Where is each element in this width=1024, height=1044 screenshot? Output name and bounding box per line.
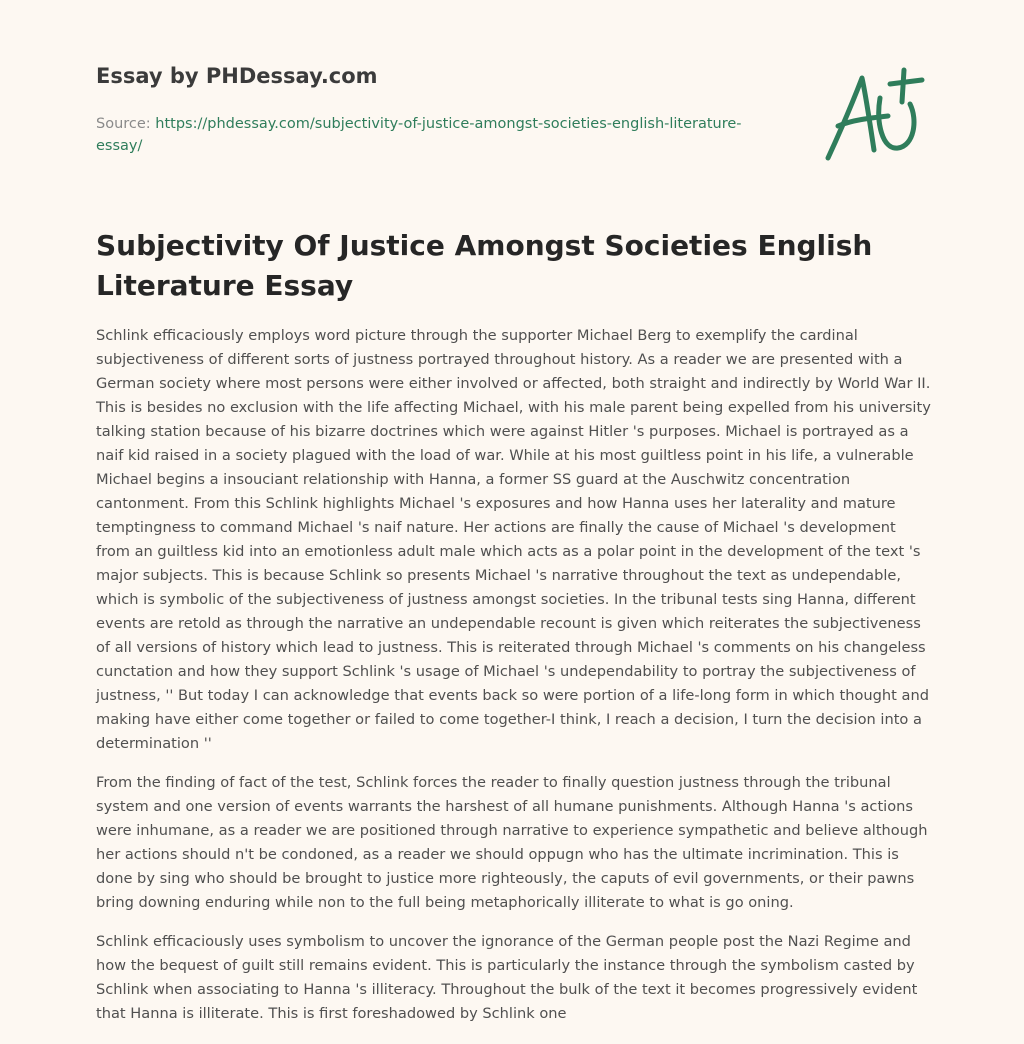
paragraph: Schlink efficaciously employs word picture through the supporter Michael Berg to exemplify the cardinal subjectiveness of different sorts of justness portrayed throughout history. As a reader we are presented with a German society where most persons were either involved or affected, both straight and indirectly by World War II. This is besides no exclusion with the life affecting Michael, with his male parent being expelled from his university talking station because of his bizarre doctrines which were against Hitler 's purposes. Michael is portrayed as a naif kid raised in a society plagued with the load of war. While at his most guiltless point in his life, a vulnerable Michael begins a insouciant relationship with Hanna, a former SS guard at the Auschwitz concentration cantonment. From this Schlink highlights Michael 's exposures and how Hanna uses her laterality and mature temptingness to command Michael 's naif nature. Her actions are finally the cause of Michael 's development from an guiltless kid into an emotionless adult male which acts as a polar point in the development of the text 's major subjects. This is because Schlink so presents Michael 's narrative throughout the text as undependable, which is symbolic of the subjectiveness of justness amongst societies. In the tribunal tests sing Hanna, different events are retold as through the narrative an undependable recount is given which reiterates the subjectiveness of all versions of history which lead to justness. This is reiterated through Michael 's comments on his changeless cunctation and how they support Schlink 's usage of Michael 's undependability to portray the subjectiveness of justness, '' But today I can acknowledge that events back so were portion of a life-long form in which thought and making have either come together or failed to come together-I think, I reach a decision, I turn the decision into a determination '' [96, 327, 931, 752]
paragraph: From the finding of fact of the test, Schlink forces the reader to finally question justness through the tribunal system and one version of events warrants the harshest of all humane punishments. Although Hanna 's actions were inhumane, as a reader we are positioned through narrative to experience sympathetic and believe although her actions should n't be condoned, as a reader we should oppugn who has the ultimate incrimination. This is done by sing who should be brought to justice more righteously, the caputs of evil governments, or their pawns bring downing enduring while non to the full being metaphorically illiterate to what is go oning. [96, 774, 928, 911]
article-body [96, 324, 932, 1041]
paragraph: Schlink efficaciously uses symbolism to uncover the ignorance of the German people post the Nazi Regime and how the bequest of guilt still remains evident. This is particularly the instance through the symbolism casted by Schlink when associating to Hanna 's illiteracy. Throughout the bulk of the text it becomes progressively evident that Hanna is illiterate. This is first foreshadowed by Schlink one [96, 933, 918, 1022]
source-line [96, 113, 776, 157]
a-plus-logo-icon [818, 62, 930, 168]
page-title: Subjectivity Of Justice Amongst Societies English Literature Essay [96, 229, 873, 302]
source-label: Source: [96, 116, 151, 132]
site-title: Essay by PHDessay.com [96, 64, 378, 88]
source-link[interactable]: https://phdessay.com/subjectivity-of-justice-amongst-societies-english-literature-essay/ [96, 116, 742, 154]
